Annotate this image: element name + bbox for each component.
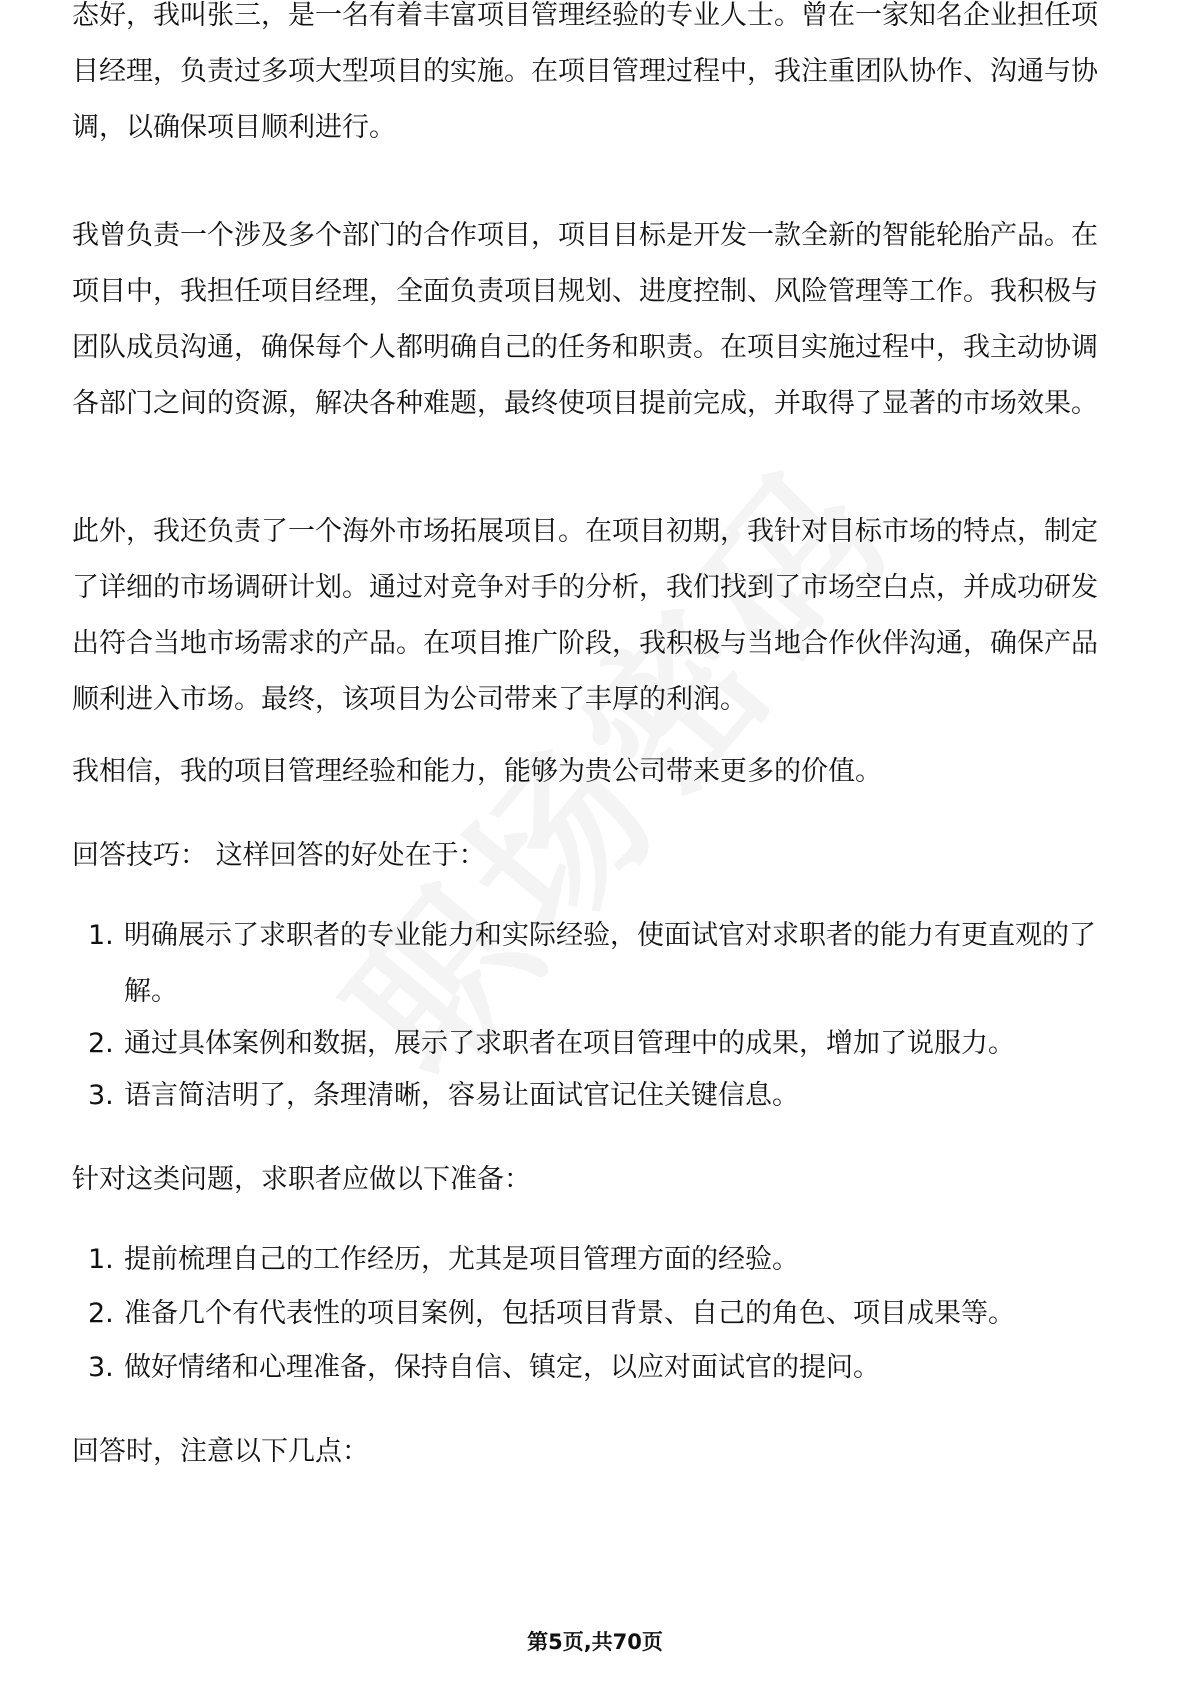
list-number: 2. <box>88 1298 114 1329</box>
paragraph-overseas-project: 此外，我还负责了一个海外市场拓展项目。在项目初期，我针对目标市场的特点，制定了详细的市场调研计划。通过对竞争对手的分析，我们找到了市场空白点，并成功研发出符合当地市场需求的产品。在项目推广阶段，我积极与当地合作伙伴沟通，确保产品顺利进入市场。最终，该项目为公司带来了丰厚的利润。 <box>72 516 1098 715</box>
list-text: 通过具体案例和数据，展示了求职者在项目管理中的成果，增加了说服力。 <box>124 1028 1015 1059</box>
list-item <box>88 1286 1118 1342</box>
list-text: 准备几个有代表性的项目案例，包括项目背景、自己的角色、项目成果等。 <box>124 1298 1015 1329</box>
heading-preparation: 针对这类问题，求职者应做以下准备： <box>72 1164 531 1195</box>
list-item <box>88 1340 1118 1396</box>
paragraph-intro-continued: 态好，我叫张三，是一名有着丰富项目管理经验的专业人士。曾在一家知名企业担任项目经理，负责过多项大型项目的实施。在项目管理过程中，我注重团队协作、沟通与协调，以确保项目顺利进行。 <box>72 0 1098 143</box>
list-text: 做好情绪和心理准备，保持自信、镇定，以应对面试官的提问。 <box>124 1352 880 1383</box>
list-text: 语言简洁明了，条理清晰，容易让面试官记住关键信息。 <box>124 1080 799 1111</box>
list-number: 1. <box>88 920 114 951</box>
paragraph-conclusion: 我相信，我的项目管理经验和能力，能够为贵公司带来更多的价值。 <box>72 756 882 787</box>
list-item <box>88 908 1118 1020</box>
list-text: 提前梳理自己的工作经历，尤其是项目管理方面的经验。 <box>124 1244 799 1275</box>
list-number: 3. <box>88 1080 114 1111</box>
list-item <box>88 1068 1118 1124</box>
paragraph-project-experience: 我曾负责一个涉及多个部门的合作项目，项目目标是开发一款全新的智能轮胎产品。在项目中，我担任项目经理，全面负责项目规划、进度控制、风险管理等工作。我积极与团队成员沟通，确保每个人都明确自己的任务和职责。在项目实施过程中，我主动协调各部门之间的资源，解决各种难题，最终使项目提前完成，并取得了显著的市场效果。 <box>72 220 1098 419</box>
list-item <box>88 1232 1118 1288</box>
list-item <box>88 1016 1118 1072</box>
list-number: 1. <box>88 1244 114 1275</box>
heading-answer-tips: 回答技巧： 这样回答的好处在于： <box>72 840 486 871</box>
page-number-footer: 第5页,共70页 <box>527 1630 663 1654</box>
heading-answer-notes: 回答时，注意以下几点： <box>72 1436 369 1467</box>
list-text: 明确展示了求职者的专业能力和实际经验，使面试官对求职者的能力有更直观的了解。 <box>124 920 1096 1007</box>
list-number: 3. <box>88 1352 114 1383</box>
list-number: 2. <box>88 1028 114 1059</box>
